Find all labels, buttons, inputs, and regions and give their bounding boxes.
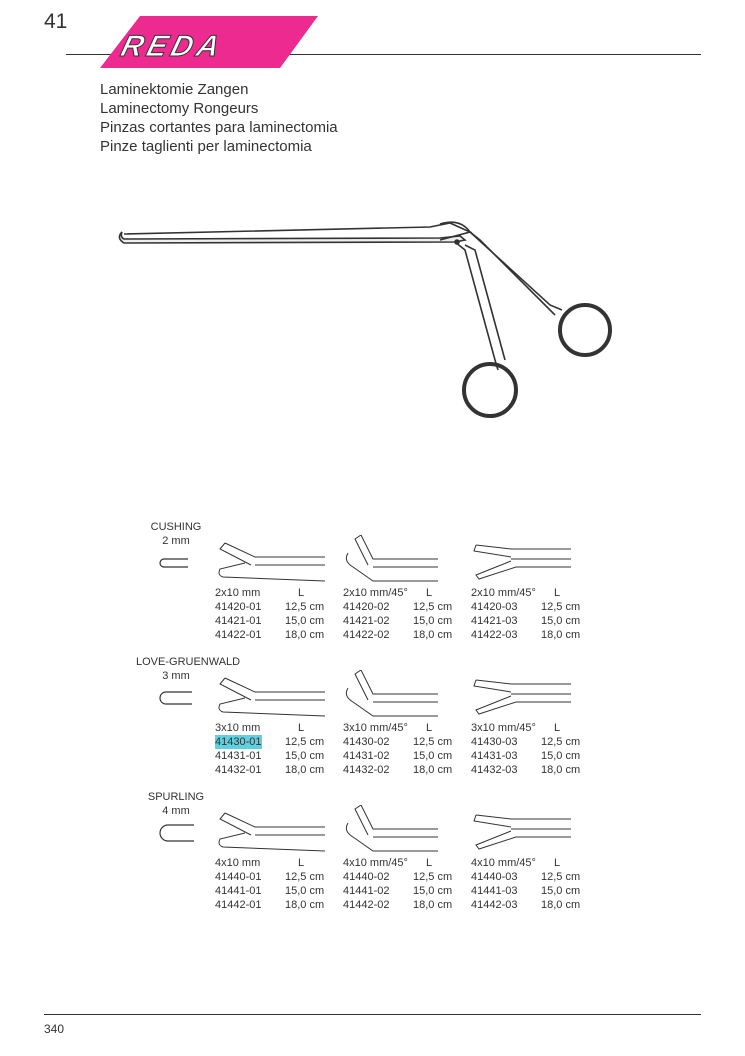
article-number: 41421-01 bbox=[215, 615, 262, 627]
length-value: 12,5 cm bbox=[541, 871, 581, 883]
length-header: L bbox=[554, 857, 561, 869]
length-value: 12,5 cm bbox=[413, 871, 453, 883]
jaw-drawing bbox=[343, 535, 458, 587]
article-number: 41432-01 bbox=[215, 764, 262, 776]
jaw-drawing bbox=[471, 535, 586, 587]
jaw-drawing bbox=[471, 670, 586, 722]
jaw-drawing bbox=[343, 805, 458, 857]
article-number: 41420-02 bbox=[343, 601, 390, 613]
jaw-drawing bbox=[215, 670, 330, 722]
reda-logo bbox=[100, 16, 318, 68]
length-value: 12,5 cm bbox=[541, 736, 581, 748]
length-value: 18,0 cm bbox=[285, 629, 325, 641]
length-value: 12,5 cm bbox=[285, 601, 325, 613]
article-number: 41430-03 bbox=[471, 736, 518, 748]
jaw-drawing bbox=[215, 805, 330, 857]
tip-profile-icon bbox=[158, 552, 198, 574]
title-de: Laminektomie Zangen bbox=[100, 81, 249, 98]
length-value: 15,0 cm bbox=[285, 615, 325, 627]
length-value: 18,0 cm bbox=[541, 764, 581, 776]
article-number: 41421-02 bbox=[343, 615, 390, 627]
tip-profile-icon bbox=[158, 822, 198, 844]
length-header: L bbox=[554, 587, 561, 599]
title-es: Pinzas cortantes para laminectomia bbox=[100, 119, 338, 136]
jaw-width: 3 mm bbox=[162, 670, 190, 682]
article-number: 41431-01 bbox=[215, 750, 262, 762]
jaw-drawing bbox=[215, 535, 330, 587]
size-header: 4x10 mm/45° bbox=[471, 857, 536, 869]
article-number: 41420-01 bbox=[215, 601, 262, 613]
size-header: 3x10 mm/45° bbox=[343, 722, 408, 734]
length-header: L bbox=[298, 722, 305, 734]
chapter-number: 41 bbox=[44, 10, 68, 33]
article-number: 41422-03 bbox=[471, 629, 518, 641]
size-header: 2x10 mm/45° bbox=[471, 587, 536, 599]
length-value: 12,5 cm bbox=[413, 736, 453, 748]
article-number: 41442-01 bbox=[215, 899, 262, 911]
article-number: 41441-03 bbox=[471, 885, 518, 897]
title-it: Pinze taglienti per laminectomia bbox=[100, 138, 312, 155]
length-value: 18,0 cm bbox=[285, 899, 325, 911]
length-value: 12,5 cm bbox=[541, 601, 581, 613]
size-header: 3x10 mm/45° bbox=[471, 722, 536, 734]
article-number: 41420-03 bbox=[471, 601, 518, 613]
group-name: CUSHING bbox=[150, 521, 202, 533]
size-header: 4x10 mm bbox=[215, 857, 261, 869]
length-value: 12,5 cm bbox=[285, 871, 325, 883]
article-number: 41431-02 bbox=[343, 750, 390, 762]
article-number: 41440-01 bbox=[215, 871, 262, 883]
length-value: 18,0 cm bbox=[413, 899, 453, 911]
tip-profile-icon bbox=[158, 687, 198, 709]
length-value: 15,0 cm bbox=[413, 750, 453, 762]
length-value: 18,0 cm bbox=[541, 899, 581, 911]
rongeur-illustration bbox=[110, 210, 620, 425]
size-header: 2x10 mm bbox=[215, 587, 261, 599]
jaw-width: 4 mm bbox=[162, 805, 190, 817]
length-value: 15,0 cm bbox=[285, 885, 325, 897]
length-value: 18,0 cm bbox=[413, 764, 453, 776]
length-value: 12,5 cm bbox=[285, 736, 325, 748]
article-number: 41442-03 bbox=[471, 899, 518, 911]
title-en: Laminectomy Rongeurs bbox=[100, 100, 259, 117]
article-number: 41442-02 bbox=[343, 899, 390, 911]
length-value: 15,0 cm bbox=[541, 750, 581, 762]
article-number: 41430-01 bbox=[215, 736, 262, 748]
length-value: 15,0 cm bbox=[285, 750, 325, 762]
length-value: 18,0 cm bbox=[285, 764, 325, 776]
length-header: L bbox=[426, 857, 433, 869]
article-number: 41421-03 bbox=[471, 615, 518, 627]
size-header: 4x10 mm/45° bbox=[343, 857, 408, 869]
length-header: L bbox=[298, 857, 305, 869]
length-value: 12,5 cm bbox=[413, 601, 453, 613]
svg-text:REDA: REDA bbox=[117, 29, 228, 63]
article-number: 41441-01 bbox=[215, 885, 262, 897]
length-value: 18,0 cm bbox=[541, 629, 581, 641]
length-value: 18,0 cm bbox=[413, 629, 453, 641]
length-value: 15,0 cm bbox=[413, 615, 453, 627]
article-number: 41431-03 bbox=[471, 750, 518, 762]
size-header: 2x10 mm/45° bbox=[343, 587, 408, 599]
jaw-width: 2 mm bbox=[162, 535, 190, 547]
article-number: 41432-03 bbox=[471, 764, 518, 776]
article-number: 41422-01 bbox=[215, 629, 262, 641]
jaw-drawing bbox=[343, 670, 458, 722]
length-value: 15,0 cm bbox=[413, 885, 453, 897]
length-value: 15,0 cm bbox=[541, 885, 581, 897]
length-header: L bbox=[426, 587, 433, 599]
article-number: 41440-02 bbox=[343, 871, 390, 883]
article-number: 41422-02 bbox=[343, 629, 390, 641]
group-name: SPURLING bbox=[147, 791, 205, 803]
article-number: 41441-02 bbox=[343, 885, 390, 897]
footer-rule bbox=[44, 1014, 701, 1015]
length-header: L bbox=[426, 722, 433, 734]
article-number: 41440-03 bbox=[471, 871, 518, 883]
length-header: L bbox=[554, 722, 561, 734]
article-number: 41432-02 bbox=[343, 764, 390, 776]
length-value: 15,0 cm bbox=[541, 615, 581, 627]
page-number: 340 bbox=[44, 1022, 65, 1036]
group-name: LOVE-GRUENWALD bbox=[136, 656, 241, 668]
length-header: L bbox=[298, 587, 305, 599]
jaw-drawing bbox=[471, 805, 586, 857]
article-number: 41430-02 bbox=[343, 736, 390, 748]
size-header: 3x10 mm bbox=[215, 722, 261, 734]
